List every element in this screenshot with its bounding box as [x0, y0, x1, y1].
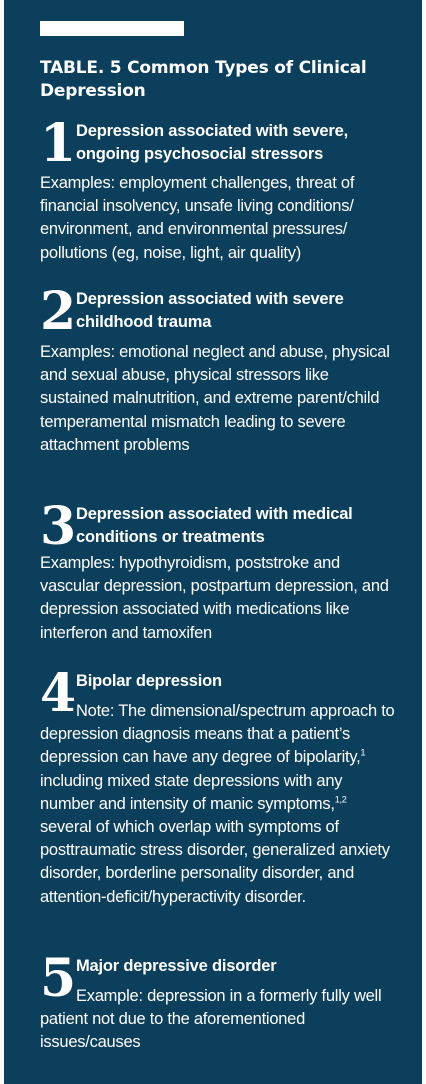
item-body: Example: depression in a formerly fully well patient not due to the aforementioned issues/causes [40, 987, 382, 1052]
item-body: Examples: employment challenges, threat of financial insolvency, unsafe living conditions/ environment, and environmental pressures/ pollutions (eg, noise, light, air quality) [40, 174, 355, 262]
item-number: 2 [40, 281, 77, 342]
item-body-text: including mixed state depressions with any number and intensity of manic symptoms, [40, 771, 343, 813]
table-title: TABLE. 5 Common Types of Clinical Depression [40, 58, 367, 101]
footnote-ref: 1,2 [334, 794, 347, 805]
item-heading: Depression associated with severe childhood trauma [76, 290, 344, 331]
item-number: 4 [40, 663, 77, 724]
footnote-ref: 1 [360, 747, 366, 758]
item-body-text: several of which overlap with symptoms of posttraumatic stress disorder, generalized anxiety disorder, borderline personality disorder, and attention-deficit/hyperactivity disorder. [40, 818, 390, 906]
item-heading: Major depressive disorder [76, 957, 277, 975]
table-panel [4, 0, 422, 1084]
item-heading: Bipolar depression [76, 672, 222, 690]
item-number: 3 [40, 496, 77, 557]
item-body: Examples: emotional neglect and abuse, physical and sexual abuse, physical stressors like sustained malnutrition, and extreme parent/child temperamental mismatch leading to severe attachment problems [40, 343, 390, 454]
item-body [40, 700, 400, 909]
item-body-text: Note: The dimensional/spectrum approach to depression diagnosis means that a patient’s depression can have any degree of bipolarity, [40, 702, 395, 767]
header-bar [40, 21, 184, 36]
item-number: 5 [40, 948, 77, 1009]
item-body: Examples: hypothyroidism, poststroke and vascular depression, postpartum depression, and depression associated with medications like interferon and tamoxifen [40, 554, 389, 642]
item-number: 1 [40, 113, 77, 174]
item-heading: Depression associated with medical conditions or treatments [76, 505, 353, 546]
item-heading: Depression associated with severe, ongoing psychosocial stressors [76, 122, 348, 163]
